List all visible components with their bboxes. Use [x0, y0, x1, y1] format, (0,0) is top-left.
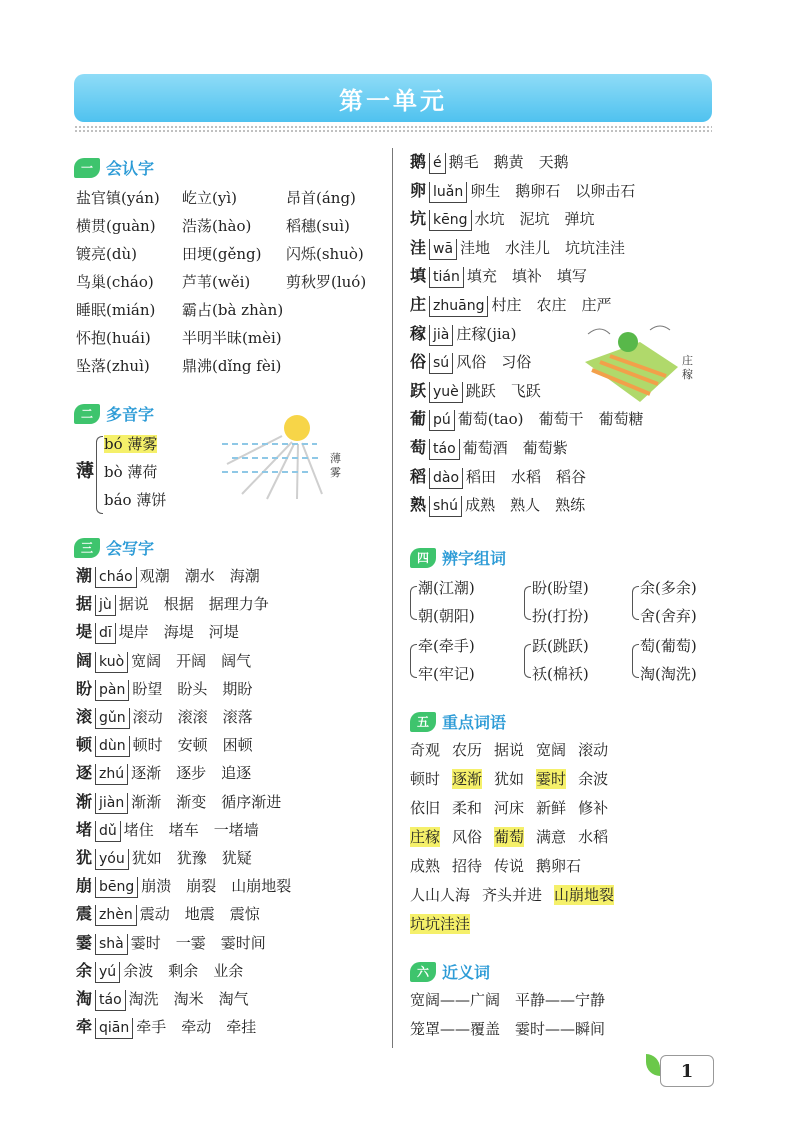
compare-brace [632, 644, 639, 678]
char-head: 堵 [76, 819, 93, 839]
keyword: 水稻 [578, 828, 609, 846]
section-6-header [410, 960, 490, 983]
keyword-line [410, 885, 626, 905]
section-5-title: 重点词语 [442, 713, 507, 732]
keyword: 逐渐 [452, 770, 483, 788]
char-head: 盼 [76, 678, 93, 698]
char-pinyin: zhèn [95, 905, 137, 926]
section-6-badge: 六 [410, 962, 436, 982]
char-row [76, 622, 239, 644]
char-words: 村庄 农庄 庄严 [491, 296, 612, 314]
char-words: 鹅毛 鹅黄 天鹅 [448, 153, 569, 171]
sun-icon [284, 415, 310, 441]
char-pinyin: jiàn [95, 793, 128, 814]
char-head: 庄 [410, 295, 427, 314]
char-pinyin: jù [95, 595, 116, 616]
char-words: 风俗 习俗 [456, 353, 532, 372]
char-row [410, 324, 516, 346]
keyword-line [410, 914, 482, 934]
char-row [76, 1017, 256, 1039]
char-words: 崩溃 崩裂 山崩地裂 [141, 877, 292, 896]
section-1-badge: 一 [74, 158, 100, 178]
reading-bo: bó 薄雾 [104, 435, 158, 453]
char-head: 犹 [76, 848, 93, 867]
section-3-badge: 三 [74, 538, 100, 558]
compare-word: 牵(牵手) [418, 637, 475, 655]
sun-rays [227, 436, 322, 499]
char-words: 渐渐 渐变 循序渐进 [131, 792, 282, 811]
char-pinyin: pú [429, 410, 455, 431]
recognize-word: 闪烁(shuò) [286, 245, 364, 263]
char-head: 震 [76, 904, 93, 924]
char-pinyin: táo [95, 990, 126, 1011]
char-row [410, 295, 611, 317]
char-row [410, 352, 531, 374]
char-row [76, 594, 269, 616]
char-row [76, 679, 252, 701]
reading-bo4: bò 薄荷 [104, 463, 158, 481]
polyphone-char: 薄 [76, 461, 94, 482]
char-pinyin: zhú [95, 764, 128, 785]
leaf-icon [646, 1054, 660, 1076]
recognize-word: 昂首(áng) [286, 189, 356, 207]
keyword-line [410, 798, 620, 818]
compare-brace [410, 586, 417, 620]
recognize-word: 怀抱(huái) [76, 329, 151, 347]
char-row [76, 763, 251, 785]
char-pinyin: bēng [95, 877, 138, 898]
char-words: 成熟 熟人 熟练 [465, 496, 586, 515]
char-row [76, 820, 259, 842]
char-words: 滚动 滚滚 滚落 [132, 708, 253, 726]
dotted-divider [74, 125, 712, 133]
keyword: 余波 [578, 770, 609, 788]
keyword: 修补 [578, 799, 609, 817]
compare-brace [524, 586, 531, 620]
keyword: 坑坑洼洼 [410, 915, 471, 933]
char-pinyin: dǔ [95, 821, 121, 842]
recognize-word: 屹立(yì) [182, 189, 237, 207]
page-number: 1 [660, 1055, 714, 1087]
char-words: 牵手 牵动 牵挂 [136, 1018, 257, 1037]
char-head: 萄 [410, 438, 427, 457]
section-4-title: 辨字组词 [442, 549, 507, 568]
char-words: 顿时 安顿 困顿 [132, 736, 253, 755]
char-row [76, 848, 252, 870]
compare-brace [632, 586, 639, 620]
char-pinyin: luǎn [429, 182, 467, 203]
char-pinyin: shú [429, 496, 462, 517]
keyword: 农历 [452, 741, 483, 759]
tree-icon [618, 332, 638, 352]
char-pinyin: é [429, 153, 446, 174]
compare-word: 牢(牢记) [418, 665, 475, 683]
char-row [76, 566, 260, 588]
char-pinyin: zhuāng [429, 296, 488, 317]
recognize-word: 剪秋罗(luó) [286, 273, 367, 291]
char-head: 跃 [410, 380, 427, 400]
keyword: 鹅卵石 [536, 857, 582, 875]
char-head: 鹅 [410, 152, 427, 171]
compare-word: 潮(江潮) [418, 579, 475, 597]
char-words: 卵生 鹅卵石 以卵击石 [470, 181, 636, 200]
keyword: 成熟 [410, 857, 441, 875]
char-head: 崩 [76, 876, 93, 896]
char-words: 堤岸 海堤 河堤 [118, 623, 239, 642]
char-pinyin: dī [95, 623, 116, 644]
unit-banner [74, 74, 712, 122]
char-head: 霎 [76, 932, 93, 952]
char-head: 卵 [410, 180, 427, 200]
recognize-word: 坠落(zhuì) [76, 357, 150, 375]
char-pinyin: pàn [95, 680, 129, 701]
char-pinyin: kēng [429, 210, 471, 231]
char-head: 滚 [76, 707, 93, 726]
char-words: 据说 根据 据理力争 [118, 595, 269, 614]
reading-bao: báo 薄饼 [104, 491, 167, 509]
char-head: 逐 [76, 763, 93, 783]
compare-word: 扮(打扮) [532, 607, 589, 625]
section-2-badge: 二 [74, 404, 100, 424]
keyword: 风俗 [452, 828, 483, 846]
char-pinyin: táo [429, 439, 460, 460]
char-row [410, 467, 586, 489]
char-head: 顿 [76, 735, 93, 755]
char-words: 稻田 水稻 稻谷 [466, 467, 587, 486]
char-row [410, 266, 587, 288]
char-words: 犹如 犹豫 犹疑 [131, 849, 252, 867]
synonym-line: 笼罩——覆盖 霎时——瞬间 [410, 1020, 606, 1038]
compare-word: 余(多余) [640, 579, 697, 597]
char-words: 水坑 泥坑 弹坑 [474, 210, 595, 229]
fog-label-2: 雾 [330, 466, 341, 479]
char-pinyin: jià [429, 325, 453, 346]
section-5-header [410, 710, 506, 733]
char-words: 盼望 盼头 期盼 [132, 679, 253, 698]
char-head: 渐 [76, 791, 93, 811]
char-words: 淘洗 淘米 淘气 [128, 990, 249, 1008]
field-illustration [580, 322, 696, 408]
char-words: 葡萄酒 葡萄紫 [462, 439, 568, 457]
char-pinyin: cháo [95, 567, 137, 588]
compare-word: 袄(棉袄) [532, 665, 589, 683]
compare-brace [524, 644, 531, 678]
recognize-word: 霸占(bà zhàn) [182, 301, 284, 319]
recognize-word: 稻穗(suì) [286, 217, 350, 235]
char-words: 霎时 一霎 霎时间 [130, 933, 266, 952]
char-pinyin: gǔn [95, 708, 130, 729]
keyword: 人山人海 [410, 886, 471, 904]
char-head: 俗 [410, 352, 427, 372]
keyword-line [410, 740, 620, 760]
char-row [410, 209, 595, 231]
char-head: 稻 [410, 466, 427, 486]
char-row [76, 989, 249, 1011]
compare-word: 萄(葡萄) [640, 637, 697, 655]
section-4-badge: 四 [410, 548, 436, 568]
field-label-1: 庄 [682, 354, 693, 367]
char-head: 稼 [410, 323, 427, 343]
keyword: 新鲜 [536, 799, 567, 817]
section-6-title: 近义词 [442, 963, 491, 982]
polyphone-brace [96, 436, 103, 514]
char-words: 堵住 堵车 一堵墙 [123, 820, 259, 839]
keyword: 齐头并进 [482, 886, 543, 904]
char-head: 据 [76, 594, 93, 614]
section-1-header [74, 156, 154, 179]
char-head: 余 [76, 960, 93, 980]
compare-brace [410, 644, 417, 678]
char-head: 堤 [76, 622, 93, 642]
section-3-header [74, 536, 154, 559]
keyword-line [410, 827, 620, 847]
char-words: 庄稼(jia) [456, 324, 517, 343]
char-words: 填充 填补 填写 [466, 267, 587, 286]
char-row [76, 933, 266, 955]
keyword: 宽阔 [536, 741, 567, 759]
keyword: 庄稼 [410, 828, 441, 846]
char-pinyin: yuè [429, 382, 463, 403]
keyword: 山崩地裂 [554, 886, 615, 904]
keyword: 招待 [452, 857, 483, 875]
recognize-word: 鼎沸(dǐng fèi) [182, 357, 282, 375]
char-words: 震动 地震 震惊 [139, 905, 260, 924]
char-pinyin: dào [429, 468, 463, 489]
char-pinyin: qiān [95, 1018, 133, 1039]
recognize-word: 横贯(guàn) [76, 217, 156, 235]
char-row [410, 495, 585, 517]
section-2-title: 多音字 [106, 405, 155, 424]
recognize-word: 鸟巢(cháo) [76, 273, 154, 291]
keyword: 满意 [536, 828, 567, 846]
char-pinyin: yóu [95, 849, 129, 870]
section-4-header [410, 546, 506, 569]
synonym-line: 宽阔——广阔 平静——宁静 [410, 991, 606, 1009]
keyword: 河床 [494, 799, 525, 817]
keyword: 奇观 [410, 741, 441, 759]
char-row [76, 707, 253, 729]
recognize-word: 芦苇(wěi) [182, 273, 251, 291]
fog-lines [222, 444, 322, 472]
keyword-line [410, 769, 620, 789]
char-row [76, 904, 260, 926]
char-head: 阔 [76, 650, 93, 670]
fog-illustration [222, 414, 352, 504]
char-words: 宽阔 开阔 阔气 [131, 651, 252, 670]
recognize-word: 田埂(gěng) [182, 245, 262, 263]
keyword: 犹如 [494, 770, 525, 788]
recognize-word: 浩荡(hào) [182, 217, 252, 235]
recognize-word: 镀亮(dù) [76, 245, 137, 263]
section-1-title: 会认字 [106, 159, 155, 178]
char-pinyin: yú [95, 962, 120, 983]
unit-title: 第一单元 [339, 86, 447, 115]
field-label-2: 稼 [682, 368, 693, 381]
char-head: 填 [410, 266, 427, 286]
char-row [410, 409, 644, 431]
section-3-title: 会写字 [106, 539, 155, 558]
char-words: 跳跃 飞跃 [465, 381, 541, 400]
keyword: 滚动 [578, 741, 609, 759]
char-row [76, 735, 253, 757]
char-row [76, 876, 291, 898]
char-pinyin: kuò [95, 652, 128, 673]
char-head: 熟 [410, 495, 427, 515]
section-5-badge: 五 [410, 712, 436, 732]
keyword: 据说 [494, 741, 525, 759]
keyword: 顿时 [410, 770, 441, 788]
compare-word: 盼(盼望) [532, 579, 589, 597]
column-divider [392, 148, 393, 1048]
recognize-word: 睡眠(mián) [76, 301, 156, 319]
char-head: 潮 [76, 566, 93, 585]
char-row [410, 181, 635, 203]
char-pinyin: dùn [95, 736, 130, 757]
char-words: 观潮 潮水 海潮 [139, 567, 260, 585]
char-pinyin: sú [429, 353, 453, 374]
char-head: 洼 [410, 237, 427, 257]
char-head: 牵 [76, 1017, 93, 1037]
char-words: 余波 剩余 业余 [123, 961, 244, 980]
char-pinyin: wā [429, 239, 457, 260]
keyword: 葡萄 [494, 828, 525, 846]
char-words: 逐渐 逐步 追逐 [131, 764, 252, 783]
keyword: 传说 [494, 857, 525, 875]
section-2-header [74, 402, 154, 425]
recognize-word: 半明半昧(mèi) [182, 329, 282, 347]
char-row [410, 238, 625, 260]
keyword: 依旧 [410, 799, 441, 817]
char-head: 葡 [410, 409, 427, 429]
char-head: 淘 [76, 989, 93, 1008]
compare-word: 淘(淘洗) [640, 665, 697, 683]
keyword: 霎时 [536, 770, 567, 788]
keyword-line [410, 856, 593, 876]
fog-label-1: 薄 [330, 452, 341, 465]
recognize-word: 盐官镇(yán) [76, 189, 160, 207]
keyword: 柔和 [452, 799, 483, 817]
char-row [410, 438, 568, 460]
compare-word: 舍(舍弃) [640, 607, 697, 625]
char-pinyin: shà [95, 934, 128, 955]
char-row [410, 152, 569, 174]
compare-word: 朝(朝阳) [418, 607, 475, 625]
char-row [76, 651, 251, 673]
compare-word: 跃(跳跃) [532, 637, 589, 655]
char-head: 坑 [410, 209, 427, 229]
char-pinyin: tián [429, 267, 464, 288]
char-words: 葡萄(tao) 葡萄干 葡萄糖 [457, 410, 644, 429]
char-words: 洼地 水洼儿 坑坑洼洼 [460, 238, 626, 257]
char-row [76, 961, 243, 983]
char-row [410, 381, 541, 403]
char-row [76, 792, 281, 814]
